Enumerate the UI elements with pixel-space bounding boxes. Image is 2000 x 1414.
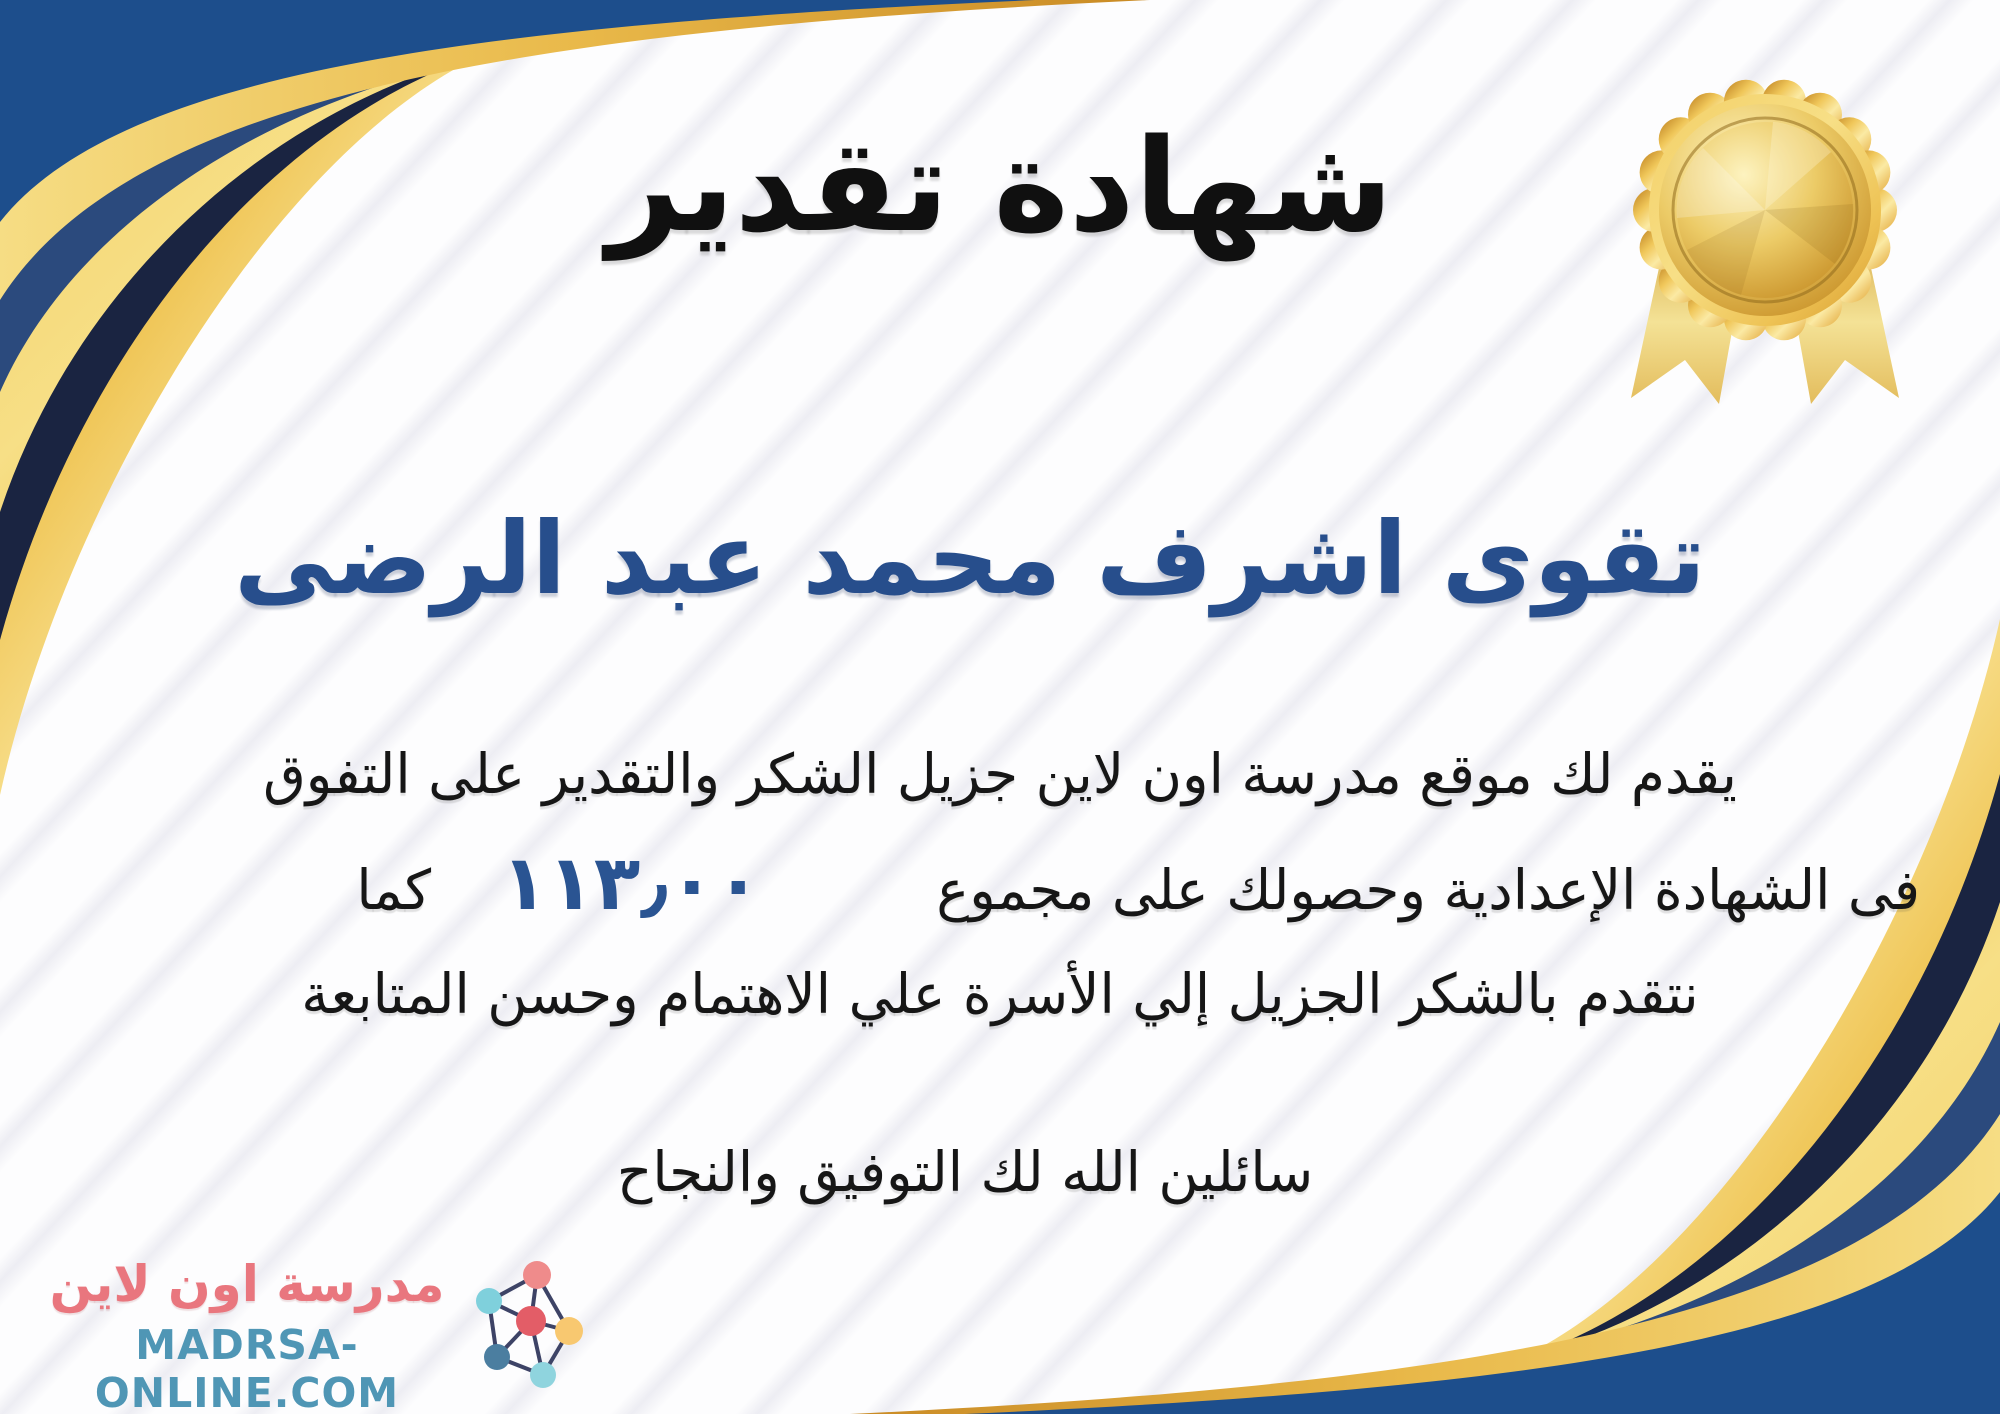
network-graph-logo-icon bbox=[467, 1257, 585, 1389]
body-line-2 bbox=[80, 838, 1920, 927]
logo-domain: MADRSA-ONLINE.COM bbox=[94, 1321, 400, 1414]
score-value: ١١٣٫٠٠ bbox=[501, 838, 762, 927]
closing-line: سائلين الله لك التوفيق والنجاح bbox=[616, 1140, 1314, 1204]
body-line-2-text: فى الشهادة الإعدادية وحصولك على مجموع bbox=[936, 858, 1920, 922]
recipient-name: تقوى اشرف محمد عبد الرضى bbox=[234, 500, 1706, 617]
logo-arabic-name: مدرسة اون لاين bbox=[49, 1255, 445, 1313]
page-title: شهادة تقدير bbox=[606, 112, 1394, 261]
body-line-1: يقدم لك موقع مدرسة اون لاين جزيل الشكر والتقدير على التفوق bbox=[263, 742, 1737, 806]
body-line-2-tail: كما bbox=[356, 858, 432, 922]
body-line-3: نتقدم بالشكر الجزيل إلي الأسرة علي الاهتمام وحسن المتابعة bbox=[301, 962, 1699, 1026]
site-logo bbox=[25, 1255, 585, 1414]
